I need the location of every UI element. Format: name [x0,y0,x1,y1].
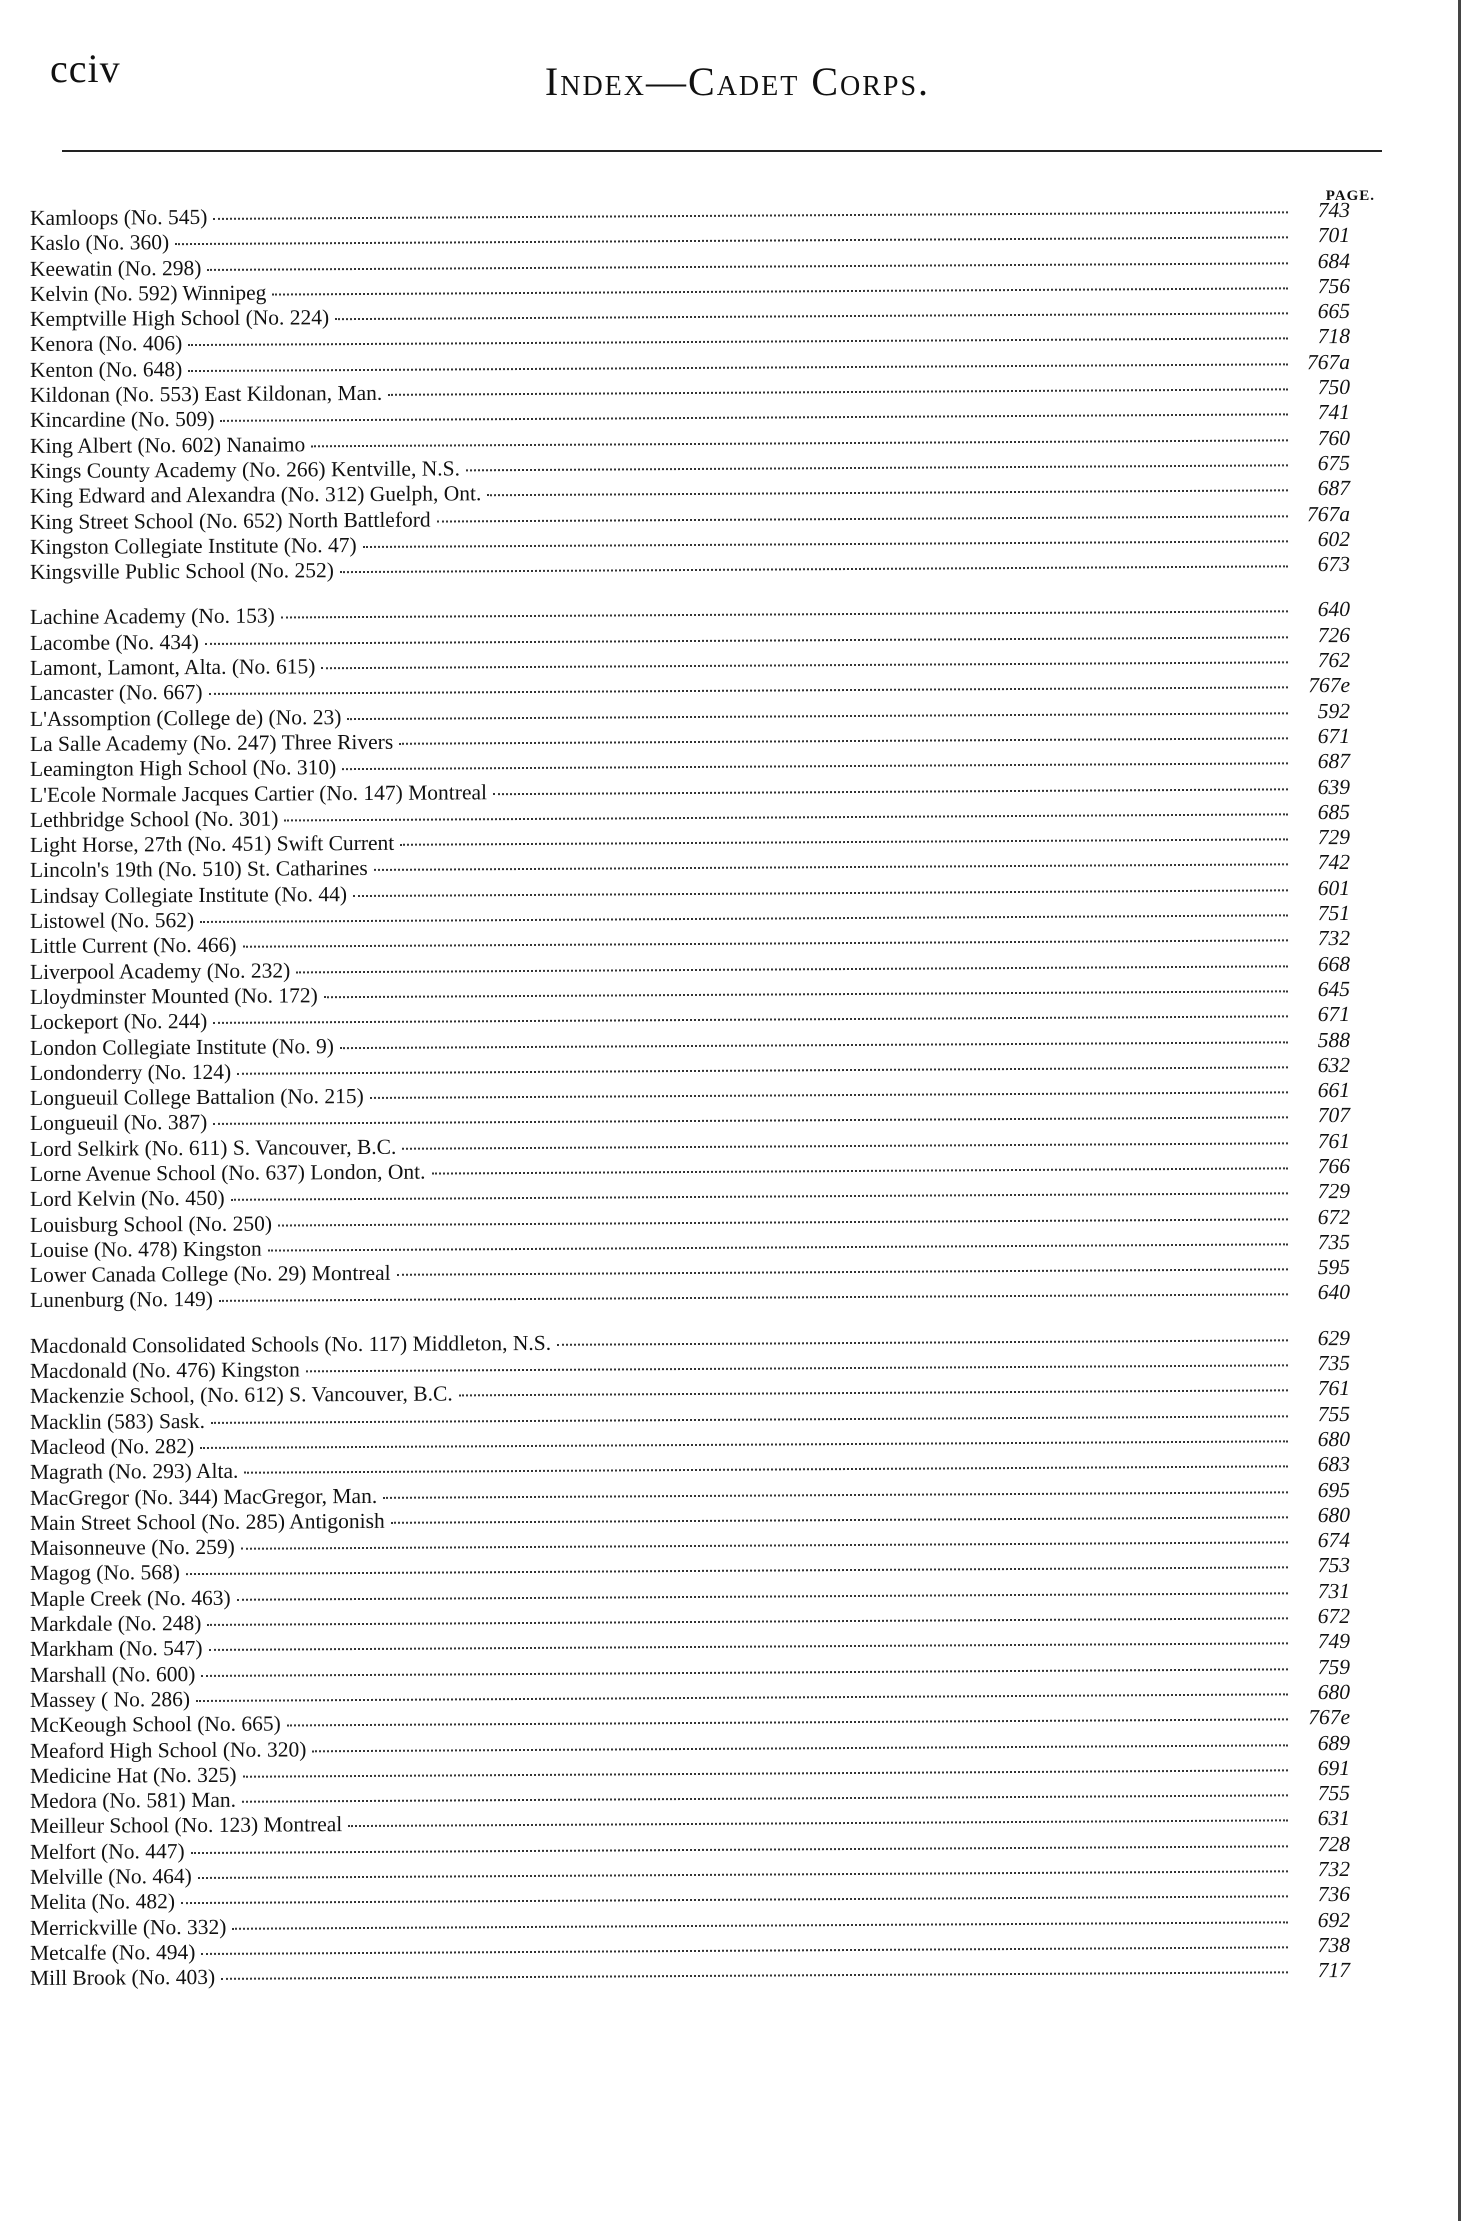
entry-page-number: 742 [1317,850,1350,875]
dot-leader [181,1896,1288,1905]
entry-page-number: 629 [1317,1325,1350,1350]
entry-page-number: 751 [1317,900,1350,926]
entry-name: Lunenburg (No. 149) [30,1287,213,1313]
dot-leader [311,439,1288,447]
entry-page-number: 668 [1317,951,1350,976]
entry-name: Londonderry (No. 124) [30,1059,232,1085]
dot-leader [188,338,1288,347]
entry-name: Magog (No. 568) [30,1560,180,1586]
entry-name: Lloydminster Mounted (No. 172) [30,983,318,1009]
index-group [30,197,1350,585]
entry-page-number: 755 [1317,1401,1350,1426]
dot-leader [209,687,1288,696]
entry-page-number: 671 [1317,1002,1350,1027]
entry-page-number: 761 [1317,1128,1350,1153]
entry-name: McKeough School (No. 665) [30,1711,281,1738]
entry-page-number: 671 [1317,723,1350,749]
entry-name: Magrath (No. 293) Alta. [30,1459,239,1485]
entry-name: Louise (No. 478) Kingston [30,1236,262,1262]
entry-name: Lancaster (No. 667) [30,680,203,706]
dot-leader [186,1567,1288,1576]
dot-leader [188,363,1288,372]
entry-page-number: 736 [1317,1882,1350,1907]
dot-leader [200,1440,1288,1449]
page-column-label: PAGE. [1325,188,1375,204]
entry-name: Medicine Hat (No. 325) [30,1762,237,1788]
entry-name: Markham (No. 547) [30,1636,203,1662]
dot-leader [370,1091,1288,1099]
dot-leader [312,1744,1288,1752]
entry-page-number: 759 [1317,1654,1350,1679]
dot-leader [324,990,1288,998]
entry-page-number: 762 [1317,648,1350,673]
entry-page-number: 684 [1317,248,1350,273]
entry-name: Meaford High School (No. 320) [30,1736,307,1763]
dot-leader [397,1269,1288,1276]
entry-name: Kaslo (No. 360) [30,230,170,256]
dot-leader [374,864,1288,872]
entry-name: Lord Kelvin (No. 450) [30,1186,225,1212]
entry-name: Kingston Collegiate Institute (No. 47) [30,532,357,559]
entry-name: Liverpool Academy (No. 232) [30,958,291,984]
entry-page-number: 729 [1317,1179,1350,1204]
entry-name: Mill Brook (No. 403) [30,1965,216,1991]
page-edge-line [1458,0,1461,2221]
dot-leader [205,636,1288,645]
entry-page-number: 672 [1317,1603,1350,1629]
dot-leader [213,1117,1288,1126]
entry-name: King Albert (No. 602) Nanaimo [30,432,306,458]
entry-page-number: 691 [1317,1755,1350,1780]
dot-leader [243,940,1288,948]
entry-page-number: 718 [1317,324,1350,349]
entry-page-number: 665 [1317,299,1350,324]
dot-leader [466,464,1288,471]
dot-leader [399,737,1288,744]
index-group [30,1325,1350,1991]
dot-leader [348,1820,1288,1828]
dot-leader [213,211,1288,220]
dot-leader [175,237,1288,246]
dot-leader [237,1066,1288,1074]
entry-name: Lorne Avenue School (No. 637) London, Ont. [30,1159,426,1187]
entry-name: L'Ecole Normale Jacques Cartier (No. 147) Montreal [30,779,488,807]
entry-name: Medora (No. 581) Man. [30,1787,236,1814]
entry-name: Light Horse, 27th (No. 451) Swift Current [30,830,395,858]
entry-name: Melita (No. 482) [30,1889,176,1915]
entry-page-number: 692 [1317,1907,1350,1932]
entry-page-number: 726 [1317,622,1350,647]
entry-name: Louisburg School (No. 250) [30,1211,273,1237]
dot-leader [306,1364,1288,1372]
page-number: cciv [50,46,121,91]
entry-page-number: 602 [1317,526,1350,552]
entry-page-number: 753 [1317,1553,1350,1578]
dot-leader [383,1491,1288,1499]
dot-leader [287,1719,1288,1727]
entry-page-number: 588 [1317,1027,1350,1052]
entry-name: Lincoln's 19th (No. 510) St. Catharines [30,856,368,883]
entry-name: Keewatin (No. 298) [30,255,202,281]
dot-leader [213,1016,1288,1025]
dot-leader [231,1193,1288,1201]
entry-page-number: 707 [1317,1103,1350,1128]
dot-leader [198,1870,1288,1879]
entry-name: Kamloops (No. 545) [30,204,208,231]
entry-page-number: 749 [1317,1629,1350,1654]
entry-name: Macdonald Consolidated Schools (No. 117) Middleton, N.S. [30,1330,552,1358]
entry-page-number: 639 [1317,774,1350,799]
entry-page-number: 672 [1317,1204,1350,1229]
entry-name: Kenton (No. 648) [30,356,183,382]
entry-page-number: 756 [1317,273,1350,299]
dot-leader [207,262,1288,271]
entry-page-number: 732 [1317,1856,1350,1882]
dot-leader [221,1972,1288,1981]
dot-leader [388,388,1288,395]
entry-name: Listowel (No. 562) [30,908,195,934]
dot-leader [335,313,1288,321]
entry-name: Maisonneuve (No. 259) [30,1534,235,1561]
dot-leader [209,1643,1288,1652]
entry-page-number: 640 [1317,1280,1350,1305]
entry-name: London Collegiate Institute (No. 9) [30,1033,334,1060]
dot-leader [243,1769,1288,1777]
dot-leader [201,1946,1288,1955]
dot-leader [432,1167,1289,1174]
entry-page-number: 592 [1317,698,1350,723]
dot-leader [207,1617,1288,1626]
entry-page-number: 750 [1317,375,1350,400]
entry-name: Lamont, Lamont, Alta. (No. 615) [30,654,316,681]
dot-leader [342,763,1288,771]
dot-leader [278,1218,1288,1226]
entry-name: La Salle Academy (No. 247) Three Rivers [30,729,394,756]
entry-name: Main Street School (No. 285) Antigonish [30,1508,385,1535]
entry-name: Kings County Academy (No. 266) Kentville, N.S. [30,456,460,484]
entry-name: Kenora (No. 406) [30,331,183,357]
entry-name: Lower Canada College (No. 29) Montreal [30,1261,391,1288]
entry-name: Macklin (583) Sask. [30,1408,205,1434]
index-group [30,597,1350,1313]
dot-leader [340,566,1288,574]
entry-name: Melfort (No. 447) [30,1838,185,1864]
entry-page-number: 728 [1317,1831,1350,1856]
entry-name: Kingsville Public School (No. 252) [30,558,334,585]
dot-leader [241,1541,1288,1549]
dot-leader [196,1693,1288,1702]
header-rule [62,150,1382,152]
entry-page-number: 632 [1317,1052,1350,1077]
entry-name: Maple Creek (No. 463) [30,1585,231,1611]
entry-page-number: 640 [1317,597,1350,622]
entry-page-number: 735 [1317,1229,1350,1255]
entry-name: Lockeport (No. 244) [30,1009,208,1035]
entry-name: Massey ( No. 286) [30,1686,191,1712]
entry-page-number: 766 [1317,1153,1350,1179]
entry-page-number: 755 [1317,1781,1350,1806]
entry-name: Marshall (No. 600) [30,1661,196,1687]
entry-page-number: 767e [1308,673,1350,698]
entry-page-number: 767a [1307,501,1350,526]
entry-page-number: 631 [1317,1806,1350,1831]
entry-name: Kemptville High School (No. 224) [30,305,330,332]
entry-name: Mackenzie School, (No. 612) S. Vancouver, B.C. [30,1381,453,1409]
dot-leader [391,1516,1288,1523]
entry-name: Metcalfe (No. 494) [30,1939,196,1965]
entry-name: Longueuil College Battalion (No. 215) [30,1084,364,1111]
entry-page-number: 680 [1317,1502,1350,1528]
dot-leader [487,490,1288,497]
dot-leader [244,1466,1288,1474]
entry-name: Kelvin (No. 592) Winnipeg [30,280,267,306]
page-title: Index—Cadet Corps. [544,59,931,104]
dot-leader [219,1294,1288,1303]
entry-page-number: 743 [1317,197,1350,223]
entry-page-number: 738 [1317,1932,1350,1958]
dot-leader [402,1142,1288,1149]
entry-name: King Edward and Alexandra (No. 312) Guelph, Ont. [30,481,482,509]
entry-name: Melville (No. 464) [30,1864,192,1890]
entry-page-number: 674 [1317,1528,1350,1553]
entry-name: Lacombe (No. 434) [30,629,199,655]
entry-page-number: 689 [1317,1730,1350,1755]
entry-page-number: 732 [1317,926,1350,951]
entry-page-number: 731 [1317,1578,1350,1603]
dot-leader [272,287,1288,295]
index-list [30,197,1350,1991]
entry-name: Longueuil (No. 387) [30,1110,208,1136]
entry-name: Lethbridge School (No. 301) [30,806,279,832]
entry-name: Kildonan (No. 553) East Kildonan, Man. [30,380,383,408]
dot-leader [268,1243,1288,1251]
entry-name: Lachine Academy (No. 153) [30,603,275,630]
entry-name: Markdale (No. 248) [30,1611,202,1637]
entry-name: Lord Selkirk (No. 611) S. Vancouver, B.C. [30,1134,397,1161]
entry-name: King Street School (No. 652) North Battleford [30,507,431,534]
dot-leader [353,889,1288,897]
entry-page-number: 735 [1317,1351,1350,1376]
dot-leader [437,515,1288,522]
dot-leader [400,838,1288,845]
dot-leader [242,1794,1288,1802]
entry-page-number: 717 [1317,1958,1350,1983]
entry-name: Merrickville (No. 332) [30,1914,227,1940]
dot-leader [284,813,1288,821]
entry-name: Lindsay Collegiate Institute (No. 44) [30,881,348,908]
entry-name: MacGregor (No. 344) MacGregor, Man. [30,1483,378,1510]
entry-page-number: 595 [1317,1255,1350,1280]
entry-page-number: 680 [1317,1426,1350,1452]
entry-page-number: 685 [1317,799,1350,824]
entry-page-number: 680 [1317,1679,1350,1705]
dot-leader [363,540,1288,548]
entry-name: Macdonald (No. 476) Kingston [30,1357,300,1384]
dot-leader [340,1041,1288,1049]
entry-name: Kincardine (No. 509) [30,407,215,433]
dot-leader [191,1845,1288,1854]
entry-page-number: 661 [1317,1078,1350,1103]
entry-name: Macleod (No. 282) [30,1433,195,1459]
dot-leader [296,965,1288,973]
dot-leader [493,788,1288,795]
entry-page-number: 695 [1317,1477,1350,1502]
entry-page-number: 761 [1317,1376,1350,1401]
entry-page-number: 687 [1317,749,1350,774]
entry-page-number: 673 [1317,552,1350,577]
entry-page-number: 741 [1317,400,1350,425]
entry-page-number: 601 [1317,875,1350,900]
entry-name: L'Assomption (College de) (No. 23) [30,704,342,731]
entry-page-number: 729 [1317,825,1350,850]
dot-leader [557,1339,1288,1345]
entry-name: Leamington High School (No. 310) [30,755,337,782]
entry-page-number: 767e [1308,1705,1350,1730]
entry-name: Little Current (No. 466) [30,933,237,959]
entry-page-number: 675 [1317,450,1350,476]
dot-leader [347,712,1288,720]
entry-page-number: 645 [1317,976,1350,1002]
dot-leader [211,1415,1288,1424]
dot-leader [220,414,1288,423]
dot-leader [200,914,1288,923]
dot-leader [237,1592,1288,1600]
entry-page-number: 687 [1317,476,1350,501]
dot-leader [232,1921,1288,1929]
entry-page-number: 767a [1307,349,1350,375]
dot-leader [459,1390,1288,1397]
entry-page-number: 760 [1317,425,1350,450]
entry-page-number: 701 [1317,223,1350,248]
entry-name: Meilleur School (No. 123) Montreal [30,1812,343,1839]
dot-leader [281,611,1288,619]
entry-page-number: 683 [1317,1452,1350,1477]
dot-leader [321,661,1288,669]
dot-leader [201,1668,1288,1677]
